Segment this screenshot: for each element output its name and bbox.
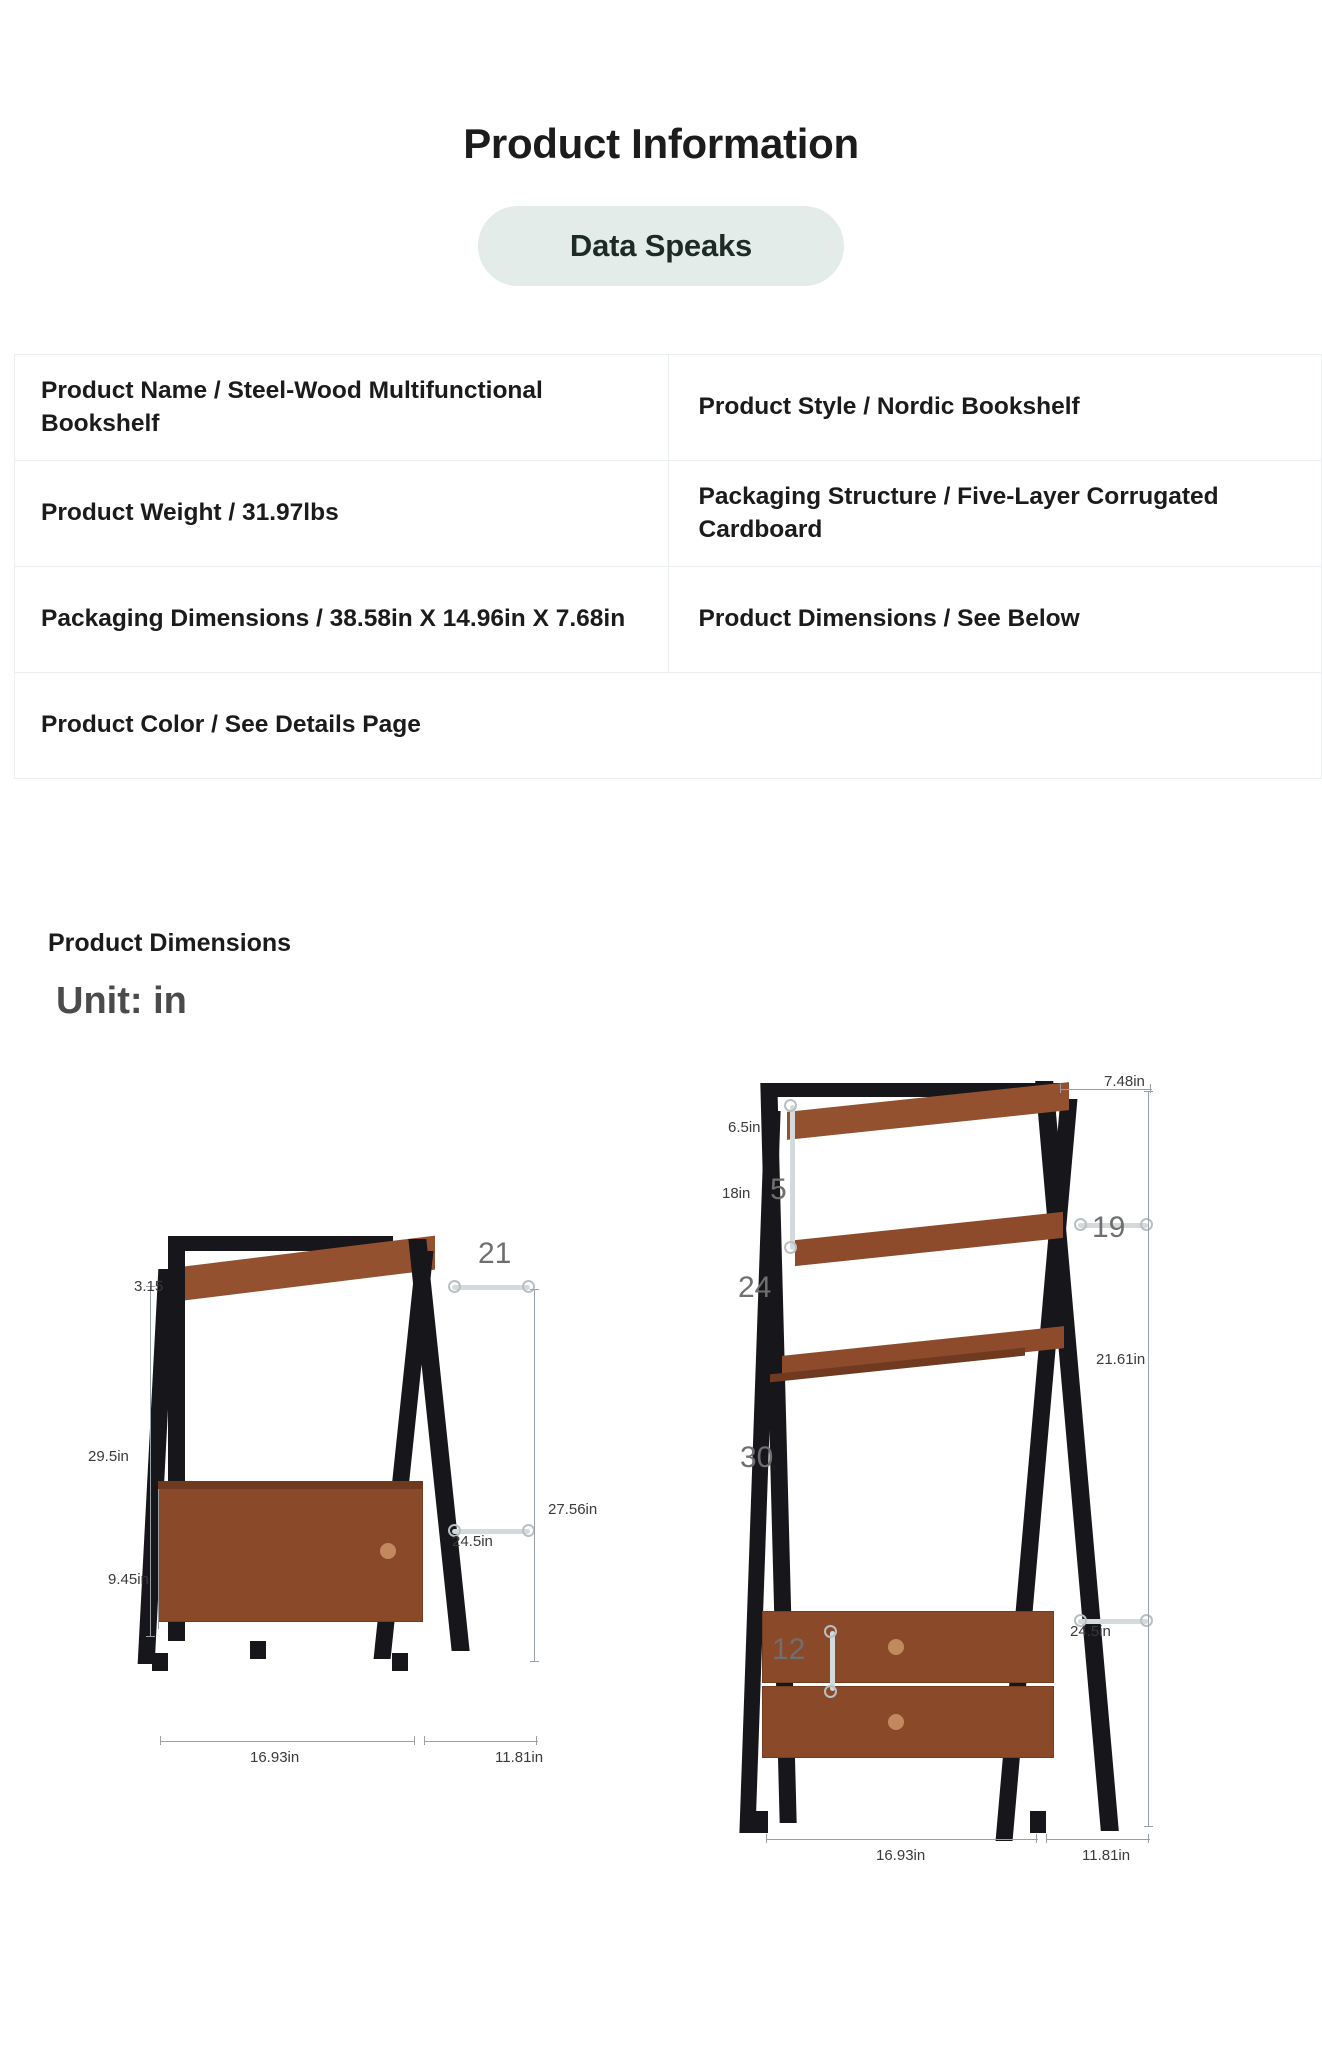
unit-label: Unit: in — [56, 980, 187, 1022]
dimension-ring — [824, 1685, 837, 1698]
dimension-tick — [530, 1661, 539, 1662]
shelf-foot — [752, 1811, 768, 1833]
dimensions-heading: Product Dimensions — [48, 929, 292, 957]
dimension-tick — [1150, 1084, 1151, 1093]
drawer-knob-bottom — [888, 1714, 904, 1730]
spec-product-style: Product Style / Nordic Bookshelf — [668, 355, 1322, 461]
dimension-tick — [530, 1289, 539, 1290]
dimension-label-24-5: 24.5in — [452, 1533, 493, 1550]
dimension-label-24-5-right: 24.5in — [1070, 1623, 1111, 1640]
dimension-label-12: 12 — [772, 1633, 806, 1666]
table-row — [15, 355, 1322, 461]
spec-product-weight: Product Weight / 31.97lbs — [15, 461, 669, 567]
dimension-line — [150, 1286, 151, 1636]
dimension-ring — [784, 1241, 797, 1254]
dimension-label-width-right: 16.93in — [876, 1847, 926, 1864]
dimension-bar-vertical — [830, 1631, 835, 1691]
spec-product-color: Product Color / See Details Page — [15, 673, 1322, 779]
dimension-tick — [1144, 1826, 1153, 1827]
dimension-tick — [146, 1636, 155, 1637]
shelf-board-2 — [795, 1212, 1063, 1266]
dimension-tick — [536, 1736, 537, 1745]
drawer-knob-top — [888, 1639, 904, 1655]
dimension-label-depth: 11.81in — [495, 1749, 544, 1766]
dimension-bar-vertical — [790, 1105, 795, 1250]
dimension-label-29-5: 29.5in — [88, 1448, 129, 1465]
dimension-bar — [452, 1285, 530, 1290]
table-row — [15, 461, 1322, 567]
dimension-tick — [1148, 1834, 1149, 1843]
dimension-ring — [1140, 1218, 1153, 1231]
dimension-line — [1148, 1091, 1149, 1826]
dimension-label-30: 30 — [740, 1441, 774, 1474]
shelf-foot — [392, 1653, 408, 1671]
dimension-tick — [1144, 1091, 1153, 1092]
dimension-line — [158, 1489, 159, 1629]
dimension-label-21-61: 21.61in — [1096, 1351, 1146, 1368]
dimension-line — [766, 1839, 1038, 1840]
dimension-label-19: 19 — [1092, 1211, 1126, 1244]
cabinet-top-edge — [158, 1481, 423, 1489]
table-row — [15, 567, 1322, 673]
dimension-label-7-48: 7.48in — [1104, 1073, 1145, 1090]
dimension-tick — [1046, 1834, 1047, 1843]
cabinet-knob — [380, 1543, 396, 1559]
data-speaks-badge: Data Speaks — [478, 206, 844, 286]
dimension-line — [534, 1289, 535, 1661]
dimension-ring — [824, 1625, 837, 1638]
dimension-ring — [448, 1280, 461, 1293]
dimension-label-6-5: 6.5in — [728, 1119, 761, 1136]
spec-product-dimensions: Product Dimensions / See Below — [668, 567, 1322, 673]
dimension-ring — [784, 1099, 797, 1112]
dimension-label-18: 18in — [722, 1185, 751, 1202]
dimension-tick — [1060, 1084, 1061, 1093]
dimension-ring — [1074, 1218, 1087, 1231]
dimension-label-3-15: 3.15 — [134, 1278, 164, 1295]
dimension-label-width: 16.93in — [250, 1749, 300, 1766]
dimension-label-depth-right: 11.81in — [1082, 1847, 1131, 1864]
shelf-foot — [250, 1641, 266, 1659]
dimension-label-24: 24 — [738, 1271, 772, 1304]
dimension-tick — [414, 1736, 415, 1745]
page-title: Product Information — [463, 120, 859, 167]
spec-packaging-dimensions: Packaging Dimensions / 38.58in X 14.96in X 7.68in — [15, 567, 669, 673]
specification-table — [14, 354, 1322, 779]
dimension-line — [160, 1741, 415, 1742]
shelf-foot — [152, 1653, 168, 1671]
dimension-label-9-45: 9.45in — [108, 1571, 149, 1588]
badge-container — [0, 206, 1322, 286]
dimension-label-27-56: 27.56in — [548, 1501, 598, 1518]
dimension-label-5: 5 — [770, 1173, 787, 1206]
dimension-tick — [160, 1736, 161, 1745]
dimension-line — [424, 1741, 538, 1742]
spec-packaging-structure: Packaging Structure / Five-Layer Corrugated Cardboard — [668, 461, 1322, 567]
dimension-label-21: 21 — [478, 1237, 512, 1270]
dimension-tick — [424, 1736, 425, 1745]
dimension-line — [1046, 1839, 1150, 1840]
dimension-ring — [1140, 1614, 1153, 1627]
dimension-tick — [766, 1834, 767, 1843]
drawer-top — [762, 1611, 1054, 1683]
dimension-tick — [1036, 1834, 1037, 1843]
drawer-bottom — [762, 1686, 1054, 1758]
dimension-figures — [0, 1041, 1322, 1871]
spec-product-name: Product Name / Steel-Wood Multifunctional Bookshelf — [15, 355, 669, 461]
shelf-foot — [1030, 1811, 1046, 1833]
table-row — [15, 673, 1322, 779]
